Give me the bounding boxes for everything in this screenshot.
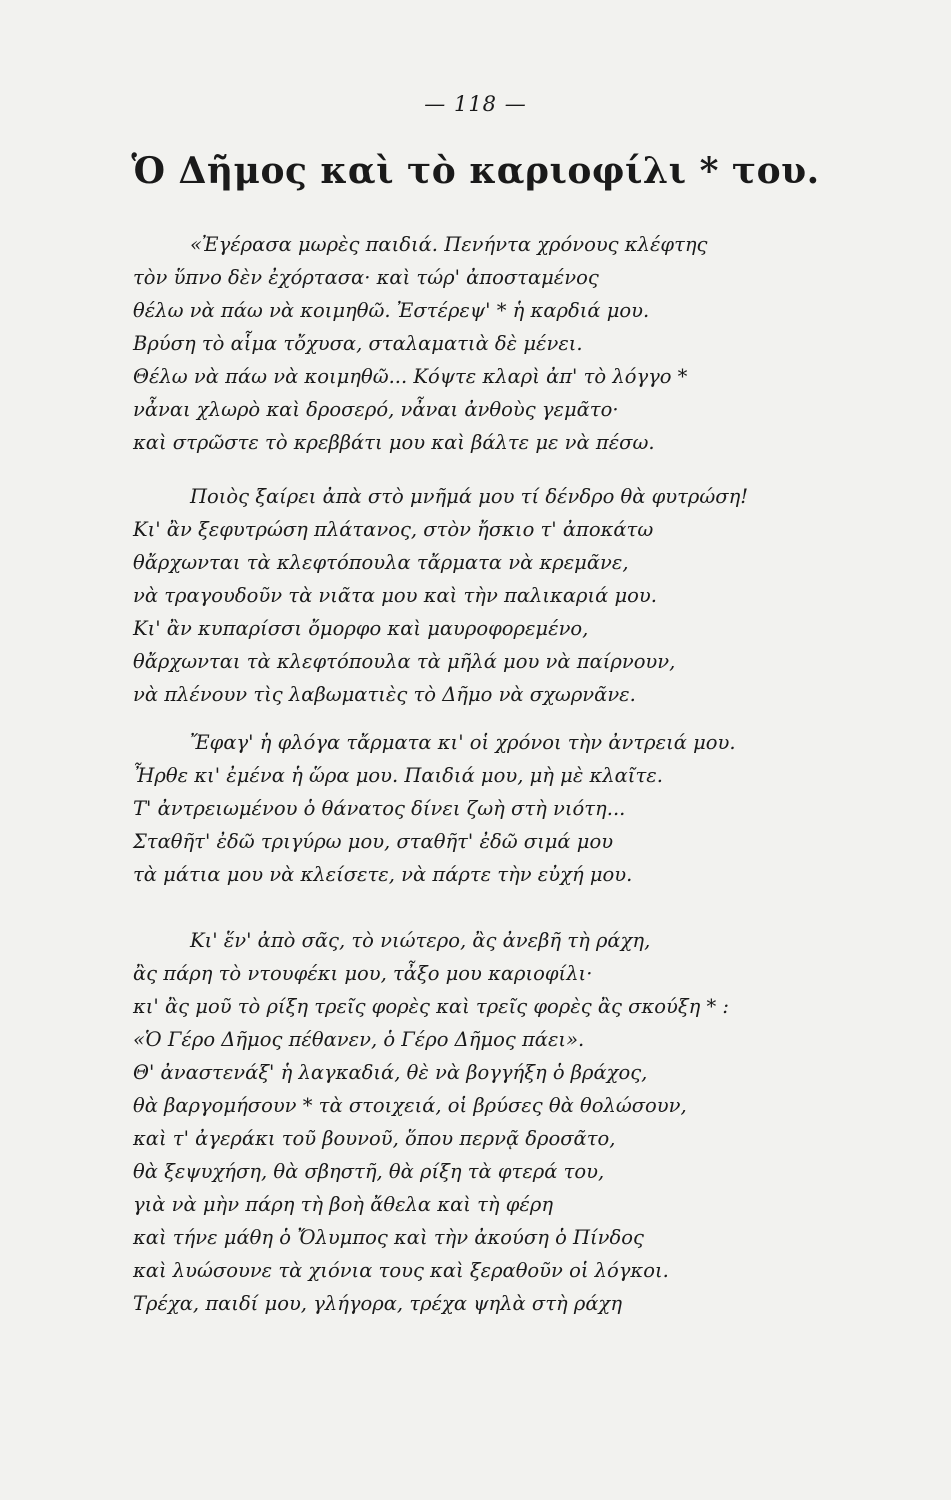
poem-line: Κι' ἂν κυπαρίσσι ὄμορφο καὶ μαυροφορεμένο, xyxy=(133,617,589,640)
poem-line: «Ὁ Γέρο Δῆμος πέθανεν, ὁ Γέρο Δῆμος πάει». xyxy=(133,1028,585,1051)
stanza-gap xyxy=(133,459,833,480)
poem-line: καὶ τ' ἀγεράκι τοῦ βουνοῦ, ὅπου περνᾷ δροσᾶτο, xyxy=(133,1127,616,1150)
poem-line: καὶ τήνε μάθη ὁ Ὄλυμπος καὶ τὴν ἀκούση ὁ Πίνδος xyxy=(133,1226,644,1249)
poem-line: κι' ἂς μοῦ τὸ ρίξη τρεῖς φορὲς καὶ τρεῖς φορὲς ἂς σκούξη * : xyxy=(133,995,729,1018)
stanza-1 xyxy=(133,228,833,459)
poem-line: θἄρχωνται τὰ κλεφτόπουλα τὰ μῆλά μου νὰ παίρνουν, xyxy=(133,650,676,673)
poem-line: θὰ ξεψυχήση, θὰ σβηστῆ, θὰ ρίξη τὰ φτερά του, xyxy=(133,1160,605,1183)
poem-line: Βρύση τὸ αἷμα τὄχυσα, σταλαματιὰ δὲ μένει. xyxy=(133,332,583,355)
poem-line: καὶ στρῶστε τὸ κρεββάτι μου καὶ βάλτε με νὰ πέσω. xyxy=(133,431,655,454)
poem-line: καὶ λυώσουνε τὰ χιόνια τους καὶ ξεραθοῦν οἱ λόγκοι. xyxy=(133,1259,669,1282)
stanza-gap xyxy=(133,711,833,726)
poem-line: νὰ πλένουν τὶς λαβωματιὲς τὸ Δῆμο νὰ σχωρνᾶνε. xyxy=(133,683,636,706)
poem-line: Ποιὸς ξαίρει ἀπὰ στὸ μνῆμά μου τί δένδρο θὰ φυτρώση! xyxy=(190,485,749,508)
stanza-3 xyxy=(133,726,833,891)
poem-line: νἆναι χλωρὸ καὶ δροσερό, νἆναι ἀνθοὺς γεμᾶτο· xyxy=(133,398,619,421)
poem-line: Τ' ἀντρειωμένου ὁ θάνατος δίνει ζωὴ στὴ νιότη... xyxy=(133,797,626,820)
poem-line: Ἦρθε κι' ἐμένα ἡ ὥρα μου. Παιδιά μου, μὴ μὲ κλαῖτε. xyxy=(133,764,663,787)
poem-line: Σταθῆτ' ἐδῶ τριγύρω μου, σταθῆτ' ἐδῶ σιμά μου xyxy=(133,830,614,853)
poem-line: ἂς πάρη τὸ ντουφέκι μου, τἆξο μου καριοφίλι· xyxy=(133,962,593,985)
poem-line: Κι' ἕν' ἀπὸ σᾶς, τὸ νιώτερο, ἂς ἀνεβῆ τὴ ράχη, xyxy=(190,929,651,952)
poem-line: «Ἐγέρασα μωρὲς παιδιά. Πενήντα χρόνους κλέφτης xyxy=(190,233,708,256)
poem-line: τὸν ὕπνο δὲν ἐχόρτασα· καὶ τώρ' ἀποσταμένος xyxy=(133,266,599,289)
poem-line: νὰ τραγουδοῦν τὰ νιᾶτα μου καὶ τὴν παλικαριά μου. xyxy=(133,584,657,607)
page-number: — 118 — xyxy=(424,92,527,116)
poem-body xyxy=(133,228,833,1320)
stanza-2 xyxy=(133,480,833,711)
poem-line: τὰ μάτια μου νὰ κλείσετε, νὰ πάρτε τὴν εὐχή μου. xyxy=(133,863,633,886)
poem-line: Θέλω νὰ πάω νὰ κοιμηθῶ... Κόψτε κλαρὶ ἀπ' τὸ λόγγο * xyxy=(133,365,688,388)
poem-line: Τρέχα, παιδί μου, γλήγορα, τρέχα ψηλὰ στὴ ράχη xyxy=(133,1292,623,1315)
poem-line: γιὰ νὰ μὴν πάρη τὴ βοὴ ἄθελα καὶ τὴ φέρη xyxy=(133,1193,554,1216)
poem-line: θὰ βαργομήσουν * τὰ στοιχειά, οἱ βρύσες θὰ θολώσουν, xyxy=(133,1094,687,1117)
poem-line: Κι' ἂν ξεφυτρώση πλάτανος, στὸν ἤσκιο τ' ἀποκάτω xyxy=(133,518,654,541)
poem-line: Θ' ἀναστενάξ' ἡ λαγκαδιά, θὲ νὰ βογγήξη ὁ βράχος, xyxy=(133,1061,648,1084)
poem-line: θἄρχωνται τὰ κλεφτόπουλα τἄρματα νὰ κρεμᾶνε, xyxy=(133,551,629,574)
poem-line: Ἔφαγ' ἡ φλόγα τἄρματα κι' οἱ χρόνοι τὴν ἀντρειά μου. xyxy=(190,731,736,754)
stanza-4 xyxy=(133,924,833,1320)
stanza-gap xyxy=(133,891,833,924)
poem-line: θέλω νὰ πάω νὰ κοιμηθῶ. Ἐστέρεψ' * ἡ καρδιά μου. xyxy=(133,299,650,322)
poem-title: Ὁ Δῆμος καὶ τὸ καριοφίλι * του. xyxy=(131,150,820,192)
